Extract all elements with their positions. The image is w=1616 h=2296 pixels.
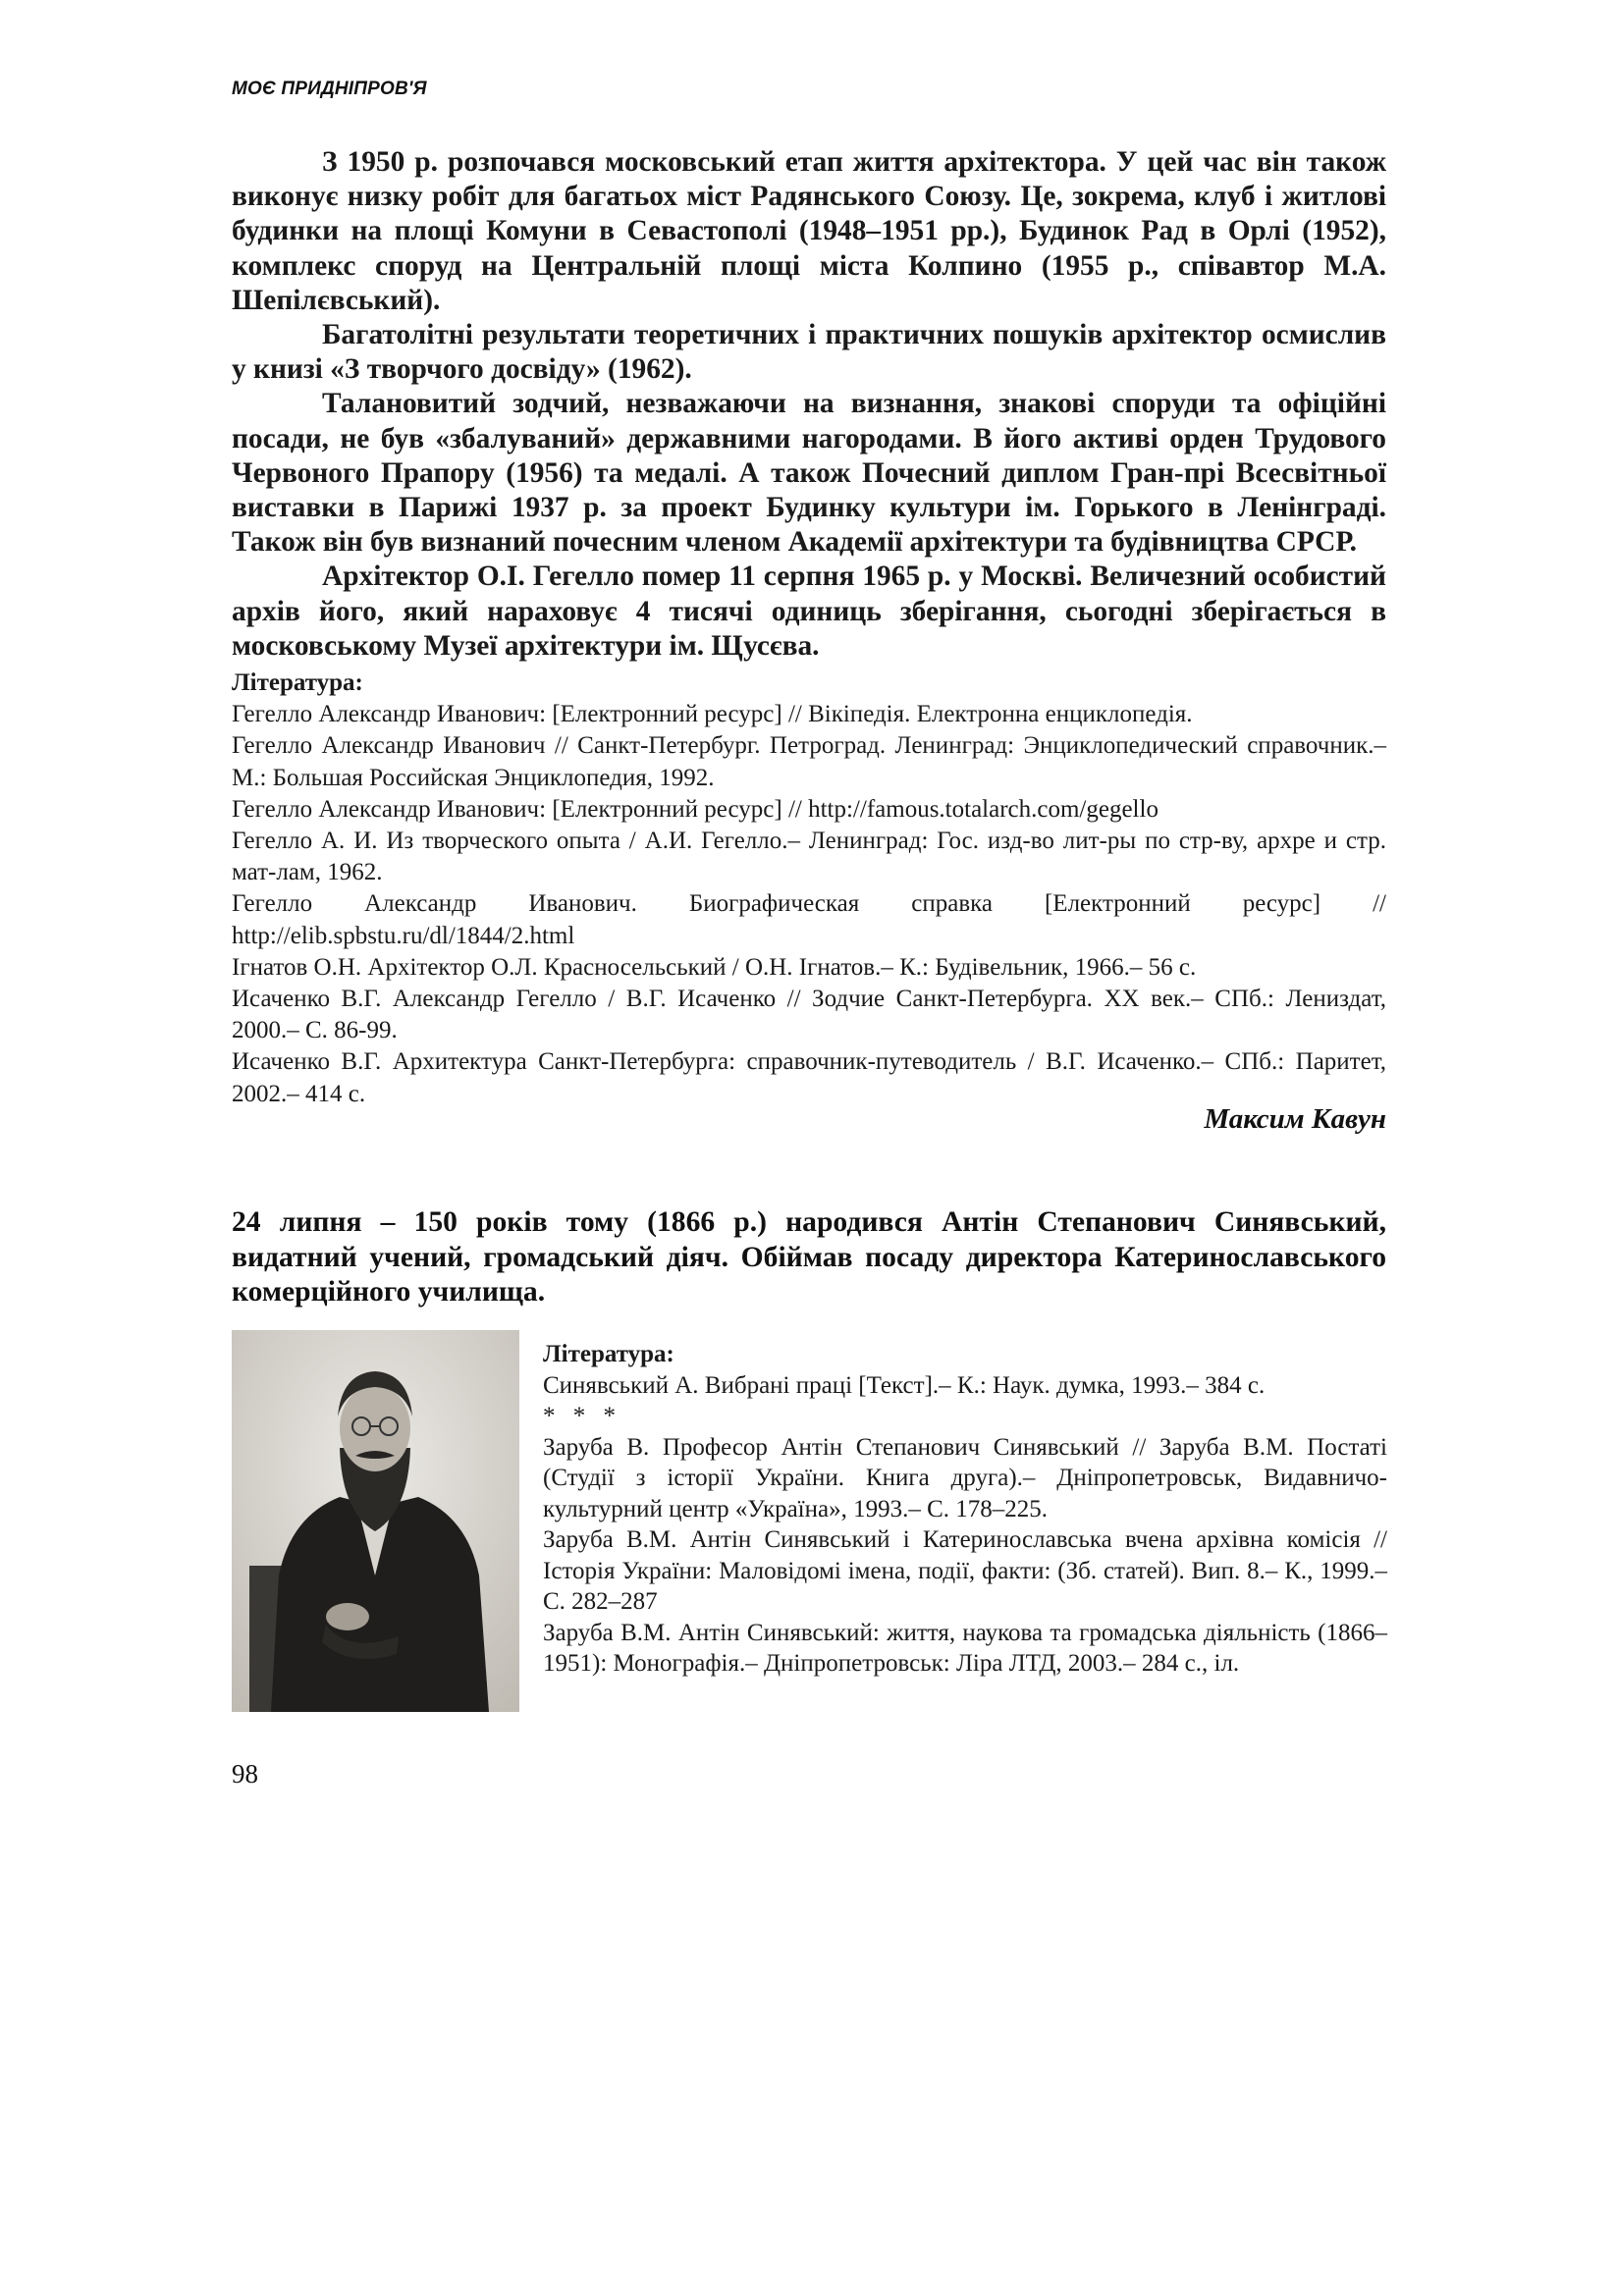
literature-heading: Література:: [543, 1341, 674, 1367]
article-body: [232, 145, 1386, 664]
paragraph: Архітектор О.І. Гегелло помер 11 серпня 1965 р. у Москві. Величезний особистий архів його, який нараховує 4 тисячі одиниць зберігання, сьогодні зберігається в московському Музеї архітектури ім. Щусєва.: [232, 561, 1386, 662]
anniversary-announcement: 24 липня – 150 років тому (1866 р.) народився Антін Степанович Синявський, видатний учений, громадський діяч. Обіймав посаду директора Катеринославського комерційного училища.: [232, 1206, 1386, 1308]
literature-item: Заруба В. Професор Антін Степанович Синявський // Заруба В.М. Постаті (Студії з історії України. Книга друга).– Дніпропетровськ, Видавничо-культурний центр «Україна», 1993.– С. 178–225.: [543, 1433, 1387, 1522]
literature-item: Ігнатов О.Н. Архітектор О.Л. Красносельський / О.Н. Ігнатов.– К.: Будівельник, 1966.– 56 с.: [232, 953, 1197, 981]
literature-list: [232, 667, 1386, 1110]
literature-item: Заруба В.М. Антін Синявський: життя, наукова та громадська діяльність (1866–1951): Монографія.– Дніпропетровськ: Ліра ЛТД, 2003.– 284 с., іл.: [543, 1619, 1387, 1677]
article-author: Максим Кавун: [1204, 1103, 1386, 1135]
paragraph: Багатолітні результати теоретичних і практичних пошуків архітектор осмислив у книзі «З творчого досвіду» (1962).: [232, 319, 1386, 386]
portrait-photo: [232, 1330, 519, 1712]
literature-item: Гегелло А. И. Из творческого опыта / А.И. Гегелло.– Ленинград: Гос. изд-во лит-ры по стр-ву, архре и стр. мат-лам, 1962.: [232, 828, 1386, 886]
literature-item: Синявський А. Вибрані праці [Текст].– К.: Наук. думка, 1993.– 384 с.: [543, 1371, 1266, 1399]
paragraph: Талановитий зодчий, незважаючи на визнання, знакові споруди та офіційні посади, не був «збалуваний» державними нагородами. В його активі орден Трудового Червоного Прапору (1956) та медалі. А також Почесний диплом Гран-прі Всесвітньої виставки в Парижі 1937 р. за проект Будинку культури ім. Горького в Ленінграді. Також він був визнаний почесним членом Академії архітектури та будівництва СРСР.: [232, 388, 1386, 559]
separator: * * *: [543, 1403, 621, 1429]
running-header: МОЄ ПРИДНІПРОВ'Я: [232, 79, 427, 99]
literature-item: Гегелло Александр Иванович: [Електронний ресурс] // Вікіпедія. Електронна енциклопедія.: [232, 701, 1193, 728]
literature-item: Заруба В.М. Антін Синявський і Катеринославська вчена архівна комісія // Історія України: Маловідомі імена, події, факти: (Зб. статей). Вип. 8.– К., 1999.– С. 282–287: [543, 1526, 1387, 1615]
paragraph: З 1950 р. розпочався московський етап життя архітектора. У цей час він також виконує низку робіт для багатьох міст Радянського Союзу. Це, зокрема, клуб і житлові будинки на площі Комуни в Севастополі (1948–1951 рр.), Будинок Рад в Орлі (1952), комплекс споруд на Центральній площі міста Колпино (1955 р., співавтор М.А. Шепілєвський).: [232, 146, 1386, 316]
literature-item: Исаченко В.Г. Александр Гегелло / В.Г. Исаченко // Зодчие Санкт-Петербурга. XX век.– СПб.: Лениздат, 2000.– С. 86-99.: [232, 986, 1386, 1044]
literature-heading: Література:: [232, 669, 363, 696]
literature-item: Гегелло Александр Иванович // Санкт-Петербург. Петроград. Ленинград: Энциклопедический справочник.– М.: Большая Российская Энциклопедия, 1992.: [232, 732, 1386, 791]
literature-item: Исаченко В.Г. Архитектура Санкт-Петербурга: справочник-путеводитель / В.Г. Исаченко.– СПб.: Паритет, 2002.– 414 с.: [232, 1048, 1386, 1107]
anniversary-literature: [543, 1339, 1387, 1680]
literature-item: Гегелло Александр Иванович: [Електронний ресурс] // http://famous.totalarch.com/gegello: [232, 795, 1158, 823]
literature-item: Гегелло Александр Иванович. Биографическая справка [Електронний ресурс] // http://elib.spbstu.ru/dl/1844/2.html: [232, 890, 1386, 949]
page-number: 98: [232, 1759, 258, 1789]
